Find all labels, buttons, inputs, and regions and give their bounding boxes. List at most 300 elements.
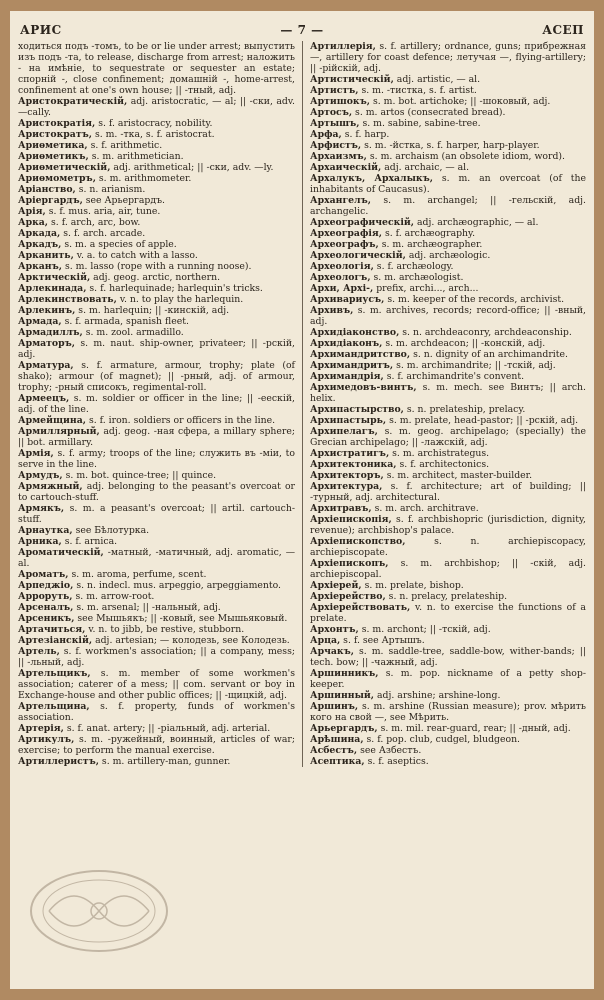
entry-definition: s. m. -йстка, s. f. harper, harp-player. <box>364 140 540 151</box>
entry-definition: s. m. arsenal; || -нальный, adj. <box>76 602 221 613</box>
dictionary-entry <box>18 173 295 184</box>
entry-headword: Ариѳмометръ, <box>18 173 96 184</box>
entry-definition: s. m. arch. architrave. <box>374 503 479 514</box>
entry-headword: Артосъ, <box>310 107 353 118</box>
dictionary-entry <box>310 140 586 151</box>
entry-definition: s. m. archdeacon; || -конскій, adj. <box>385 338 546 349</box>
entry-definition: s. m. -ружейный, воинный, articles of war; exercise; to perform the manual exercise. <box>18 734 295 756</box>
entry-headword: Архивариусъ, <box>310 294 385 305</box>
entry-headword: Арроруть, <box>18 591 73 602</box>
dictionary-entry <box>310 173 586 195</box>
entry-definition: s. m. -тистка, s. f. artist. <box>361 85 477 96</box>
entry-definition: s. m. archistrategus. <box>392 448 490 459</box>
entry-definition: adj. artesian; — колодезь, see Колодезь. <box>95 635 290 646</box>
entry-headword: Архимандрія, <box>310 371 384 382</box>
dictionary-entry <box>310 129 586 140</box>
page-number: — 7 — <box>280 23 324 37</box>
entry-definition: s. f. workmen's association; || a company, mess; || -льный, adj. <box>18 646 295 668</box>
dictionary-entry <box>310 624 586 635</box>
entry-headword: Архаизмъ, <box>310 151 367 162</box>
dictionary-entry <box>18 580 295 591</box>
dictionary-entry <box>18 723 295 734</box>
entry-headword: Архіепископія, <box>310 514 392 525</box>
entry-headword: Архивъ, <box>310 305 354 316</box>
entry-definition: v. n. to exercise the functions of a prelate. <box>310 602 586 624</box>
entry-definition: adj. arshine; arshine-long. <box>377 690 501 701</box>
entry-definition: s. m. soldier or officer in the line; || -еескій, adj. of the line. <box>18 393 295 415</box>
entry-headword: Артель, <box>18 646 60 657</box>
entry-definition: s. m. architect, master-builder. <box>386 470 533 481</box>
entry-headword: Арсеналъ, <box>18 602 74 613</box>
entry-headword: Артиллеристъ, <box>18 756 99 767</box>
entry-definition: adj. geog. arctic, northern. <box>93 272 221 283</box>
entry-definition: s. m. prelate, head-pastor; || -рскій, adj. <box>389 415 579 426</box>
entry-headword: Армадиллъ, <box>18 327 83 338</box>
entry-headword: Арканъ, <box>18 261 62 272</box>
entry-definition: prefix, archi..., arch... <box>376 283 479 294</box>
entry-definition: s. m. arithmetician. <box>91 151 184 162</box>
entry-headword: Ароматическій, <box>18 547 104 558</box>
dictionary-entry <box>310 602 586 624</box>
dictionary-entry <box>310 41 586 74</box>
dictionary-entry <box>310 382 586 404</box>
dictionary-entry <box>310 580 586 591</box>
dictionary-entry <box>310 558 586 580</box>
entry-definition: s. n. archiepiscopacy, archiepiscopate. <box>310 536 586 558</box>
dictionary-entry <box>18 646 295 668</box>
entry-headword: Арлекинъ, <box>18 305 76 316</box>
entry-definition: s. f. see Артышъ. <box>343 635 425 646</box>
entry-definition: see Бѣлотурка. <box>75 525 150 536</box>
dictionary-entry <box>310 371 586 382</box>
entry-headword: Археологія, <box>310 261 374 272</box>
dictionary-entry <box>18 96 295 118</box>
entry-headword: Архитекторъ, <box>310 470 384 481</box>
entry-headword: Арнаутка, <box>18 525 73 536</box>
dictionary-entry <box>18 668 295 701</box>
entry-definition: s. f. architectonics. <box>399 459 490 470</box>
dictionary-entry <box>310 85 586 96</box>
entry-headword: Архидіаконъ, <box>310 338 383 349</box>
entry-headword: Артистъ, <box>310 85 359 96</box>
dictionary-entry <box>310 415 586 426</box>
dictionary-entry <box>310 294 586 305</box>
entry-definition: s. m. bot. artichoke; || -шоковый, adj. <box>372 96 551 107</box>
entry-headword: Архонтъ, <box>310 624 359 635</box>
entry-definition: s. n. dignity of an archimandrite. <box>413 349 568 360</box>
dictionary-entry <box>18 261 295 272</box>
dictionary-entry <box>18 481 295 503</box>
entry-definition: see Азбестъ. <box>360 745 422 756</box>
entry-headword: Асептика, <box>310 756 365 767</box>
dictionary-entry <box>18 151 295 162</box>
dictionary-entry <box>18 448 295 470</box>
entry-definition: s. m. archangel; || -гельскій, adj. archangelic. <box>310 195 586 217</box>
entry-headword: Архипастырство, <box>310 404 404 415</box>
entry-headword: Архалукъ, Архалыкъ, <box>310 173 433 184</box>
entry-definition: s. m. archæographer. <box>381 239 483 250</box>
entry-headword: Арца, <box>310 635 341 646</box>
entry-definition: s. m. artillery-man, gunner. <box>101 756 231 767</box>
entry-definition: s. m. aroma, perfume, scent. <box>71 569 207 580</box>
entry-headword: Артерія, <box>18 723 64 734</box>
dictionary-entry <box>310 239 586 250</box>
entry-definition: s. f. pop. club, cudgel, bludgeon. <box>366 734 521 745</box>
dictionary-entry <box>310 118 586 129</box>
right-column <box>302 41 586 767</box>
entry-definition: s. m. sabine, sabine-tree. <box>362 118 481 129</box>
entry-headword: Армада, <box>18 316 62 327</box>
entry-definition: s. f. harp. <box>344 129 390 140</box>
dictionary-entry <box>310 96 586 107</box>
entry-headword: Архитравъ, <box>310 503 372 514</box>
dictionary-entry <box>310 690 586 701</box>
entry-headword: Артистическій, <box>310 74 394 85</box>
entry-definition: s. m. pop. nickname of a petty shop-keeper. <box>310 668 586 690</box>
entry-headword: Арпеджіо, <box>18 580 74 591</box>
entry-definition: s. m. -тка, s. f. aristocrat. <box>94 129 215 140</box>
dictionary-entry <box>310 448 586 459</box>
entry-definition: s. f. armature, armour, trophy; plate (of shako); armour (of magnet); || -рный, adj. of armour, trophy; -рный списокъ, regimental-roll. <box>18 360 295 393</box>
dictionary-entry <box>18 415 295 426</box>
entry-definition: adj. belonging to the peasant's overcoat or to cartouch-stuff. <box>18 481 295 503</box>
entry-definition: s. f. mus. aria, air, tune. <box>48 206 161 217</box>
dictionary-entry <box>18 536 295 547</box>
entry-headword: Аристократія, <box>18 118 96 129</box>
entry-headword: Армеецъ, <box>18 393 70 404</box>
entry-headword: Арматоръ, <box>18 338 76 349</box>
entry-headword: Аршинный, <box>310 690 375 701</box>
entry-definition: -матный, -матичный, adj. aromatic, — al. <box>18 547 295 569</box>
dictionary-entry <box>18 195 295 206</box>
dictionary-entry <box>18 140 295 151</box>
entry-headword: Архимандритъ, <box>310 360 394 371</box>
entry-headword: Аркадъ, <box>18 239 62 250</box>
entry-headword: Армиллярный, <box>18 426 100 437</box>
dictionary-entry <box>18 272 295 283</box>
dictionary-entry <box>310 459 586 470</box>
entry-definition: adj. artistic, — al. <box>396 74 481 85</box>
entry-definition: s. m. an overcoat (of the inhabitants of Caucasus). <box>310 173 586 195</box>
dictionary-entry <box>310 635 586 646</box>
entry-definition: s. f. arch. arcade. <box>63 228 146 239</box>
entry-definition: s. m. mil. rear-guard, rear; || -дный, adj. <box>380 723 571 734</box>
entry-headword: Артачиться, <box>18 624 86 635</box>
entry-headword: Асбестъ, <box>310 745 358 756</box>
entry-definition: ходиться подъ -томъ, to be or lie under arrest; выпустить изъ подъ -та, to release, discharge from arrest; наложить - на имѣніе, to sequestrate or sequester an estate; спорній -, close confinement; домашній -, home-arrest, confinement at one's own house; || -тный, adj. <box>18 41 295 96</box>
entry-headword: Архимандритство, <box>310 349 411 360</box>
entry-headword: Архипелагъ, <box>310 426 378 437</box>
entry-headword: Аркада, <box>18 228 61 239</box>
entry-headword: Армудъ, <box>18 470 63 481</box>
entry-headword: Ариѳметика, <box>18 140 88 151</box>
entry-headword: Арьергардъ, <box>310 723 378 734</box>
entry-headword: Аршинъ, <box>310 701 359 712</box>
dictionary-entry <box>18 569 295 580</box>
entry-definition: s. m. archbishop; || -скій, adj. archiepiscopal. <box>310 558 586 580</box>
entry-headword: Арлекинада, <box>18 283 87 294</box>
dictionary-entry <box>310 723 586 734</box>
entry-definition: s. f. archimandrite's convent. <box>386 371 525 382</box>
dictionary-entry <box>18 470 295 481</box>
dictionary-entry <box>310 195 586 217</box>
dictionary-entry <box>18 118 295 129</box>
dictionary-entry <box>18 129 295 140</box>
entry-headword: Арлекинствовать, <box>18 294 117 305</box>
entry-definition: s. m. artos (consecrated bread). <box>355 107 506 118</box>
dictionary-entry <box>310 228 586 239</box>
dictionary-entry <box>18 316 295 327</box>
entry-headword: Аршинникъ, <box>310 668 379 679</box>
entry-definition: adj. archæologic. <box>408 250 491 261</box>
dictionary-entry <box>310 503 586 514</box>
dictionary-entry <box>18 327 295 338</box>
entry-definition: s. n. prelacy, prelateship. <box>388 591 508 602</box>
entry-headword: Археологическій, <box>310 250 406 261</box>
entry-definition: s. n. archdeaconry, archdeaconship. <box>402 327 572 338</box>
dictionary-entry <box>310 250 586 261</box>
entry-headword: Архипастырь, <box>310 415 387 426</box>
dictionary-entry <box>18 239 295 250</box>
entry-definition: s. m. keeper of the records, archivist. <box>387 294 565 305</box>
entry-definition: s. f. architecture; art of building; || -турный, adj. architectural. <box>310 481 586 503</box>
dictionary-entry <box>310 481 586 503</box>
dictionary-entry <box>310 74 586 85</box>
entry-definition: adj. geog. -ная сфера, a millary sphere; || bot. armillary. <box>18 426 295 448</box>
entry-headword: Архистратигъ, <box>310 448 390 459</box>
entry-headword: Аристократъ, <box>18 129 92 140</box>
entry-definition: s. f. artillery; ordnance, guns; прибрежная —, artillery for coast defence; летучая —, flying-artillery; || -рійскій, adj. <box>310 41 586 74</box>
entry-headword: Арматура, <box>18 360 74 371</box>
entry-definition: s. n. indecl. mus. arpeggio, arpeggiamento. <box>76 580 282 591</box>
entry-definition: s. f. archbishopric (jurisdiction, dignity, revenue); archbishop's palace. <box>310 514 586 536</box>
dictionary-entry <box>18 525 295 536</box>
dictionary-entry <box>18 503 295 525</box>
entry-headword: Аристократическій, <box>18 96 128 107</box>
entry-headword: Архіепископство, <box>310 536 406 547</box>
entry-headword: Археологъ, <box>310 272 371 283</box>
entry-definition: s. f. iron. soldiers or officers in the line. <box>88 415 276 426</box>
entry-definition: adj. aristocratic, — al; || -ски, adv. —cally. <box>18 96 295 118</box>
dictionary-entry <box>310 470 586 481</box>
entry-headword: Архангелъ, <box>310 195 371 206</box>
entry-definition: s. f. army; troops of the line; служить въ -міи, to serve in the line. <box>18 448 295 470</box>
entry-definition: s. m. member of some workmen's association; caterer of a mess; || com. servant or boy in Exchange-house and other public offices; || -щицкій, adj. <box>18 668 295 701</box>
dictionary-entry <box>18 283 295 294</box>
running-header <box>18 19 586 39</box>
entry-definition: s. m. bot. quince-tree; || quince. <box>65 470 217 481</box>
entry-headword: Артельщикъ, <box>18 668 91 679</box>
entry-headword: Архидіаконство, <box>310 327 400 338</box>
dictionary-entry <box>310 426 586 448</box>
entry-definition: s. m. harlequin; || -кинскій, adj. <box>78 305 230 316</box>
dictionary-entry <box>310 536 586 558</box>
entry-headword: Архіепископъ, <box>310 558 389 569</box>
entry-headword: Архимедовъ-винтъ, <box>310 382 417 393</box>
dictionary-entry <box>310 338 586 349</box>
entry-headword: Археографическій, <box>310 217 414 228</box>
dictionary-entry <box>18 206 295 217</box>
entry-headword: Архитектоника, <box>310 459 397 470</box>
dictionary-entry <box>310 646 586 668</box>
entry-headword: Аріанство, <box>18 184 76 195</box>
dictionary-entry <box>310 349 586 360</box>
dictionary-entry <box>310 591 586 602</box>
entry-definition: s. f. arch, arc, bow. <box>51 217 141 228</box>
dictionary-entry <box>310 107 586 118</box>
entry-headword: Архитектура, <box>310 481 383 492</box>
dictionary-entry <box>18 701 295 723</box>
dictionary-entry <box>310 668 586 690</box>
entry-definition: s. f. anat. artery; || -ріальный, adj. arterial. <box>66 723 271 734</box>
entry-definition: v. a. to catch with a lasso. <box>76 250 198 261</box>
entry-headword: Ариѳметическій, <box>18 162 111 173</box>
entry-headword: Армякъ, <box>18 503 65 514</box>
entry-definition: s. m. archaism (an obsolete idiom, word). <box>369 151 565 162</box>
entry-definition: s. m. mech. see Винтъ; || arch. helix. <box>310 382 586 404</box>
library-stamp-ornament <box>24 861 174 961</box>
entry-definition: s. f. aristocracy, nobility. <box>98 118 213 129</box>
entry-definition: s. f. archæography. <box>384 228 476 239</box>
entry-headword: Архіерейство, <box>310 591 386 602</box>
dictionary-page <box>10 11 594 989</box>
entry-headword: Артышъ, <box>310 118 360 129</box>
dictionary-entry <box>310 756 586 767</box>
dictionary-entry <box>18 602 295 613</box>
entry-headword: Арника, <box>18 536 62 547</box>
dictionary-entry <box>310 162 586 173</box>
entry-definition: see Мышьякъ; || -ковый, see Мышьяковый. <box>77 613 288 624</box>
entry-headword: Артиллерія, <box>310 41 376 52</box>
entry-definition: see Арьергардъ. <box>85 195 165 206</box>
entry-headword: Армія, <box>18 448 54 459</box>
dictionary-entry <box>310 217 586 228</box>
dictionary-entry <box>18 162 295 173</box>
left-column <box>18 41 302 767</box>
entry-headword: Археографія, <box>310 228 382 239</box>
dictionary-entry <box>310 734 586 745</box>
entry-definition: s. m. a peasant's overcoat; || artil. cartouch-stuff. <box>18 503 295 525</box>
dictionary-entry <box>310 305 586 327</box>
entry-definition: s. f. archæology. <box>376 261 454 272</box>
dictionary-entry <box>310 151 586 162</box>
entry-definition: s. m. archont; || -тскій, adj. <box>361 624 491 635</box>
entry-definition: s. m. geog. archipelago; (specially) the Grecian archipelago; || -лажскій, adj. <box>310 426 586 448</box>
entry-headword: Арія, <box>18 206 46 217</box>
entry-definition: s. m. lasso (rope with a running noose). <box>64 261 252 272</box>
dictionary-entry <box>18 426 295 448</box>
dictionary-entry <box>310 272 586 283</box>
entry-headword: Арсеникъ, <box>18 613 75 624</box>
entry-definition: s. m. archæologist. <box>373 272 464 283</box>
entry-headword: Артезіанскій, <box>18 635 93 646</box>
dictionary-entry <box>310 514 586 536</box>
entry-definition: s. f. property, funds of workmen's association. <box>18 701 295 723</box>
entry-definition: s. f. arnica. <box>64 536 118 547</box>
entry-definition: adj. arithmetical; || -ски, adv. —ly. <box>113 162 274 173</box>
entry-definition: s. m. naut. ship-owner, privateer; || -рскій, adj. <box>18 338 295 360</box>
entry-definition: s. m. saddle-tree, saddle-bow, wither-bands; || tech. bow; || -чажный, adj. <box>310 646 586 668</box>
dictionary-entry <box>18 591 295 602</box>
dictionary-entry <box>18 393 295 415</box>
entry-definition: s. f. harlequinade; harlequin's tricks. <box>89 283 263 294</box>
entry-headword: Арѣшина, <box>310 734 364 745</box>
dictionary-entry <box>18 217 295 228</box>
dictionary-entry <box>18 305 295 316</box>
dictionary-entry <box>310 283 586 294</box>
text-columns <box>18 41 586 767</box>
entry-headword: Архіерействовать, <box>310 602 411 613</box>
entry-definition: s. m. prelate, bishop. <box>364 580 464 591</box>
entry-definition: s. m. zool. armadillo. <box>85 327 184 338</box>
dictionary-entry <box>18 624 295 635</box>
entry-definition: s. m. a species of apple. <box>64 239 177 250</box>
dictionary-entry <box>310 327 586 338</box>
entry-headword: Ариѳметикъ, <box>18 151 89 162</box>
entry-definition: s. n. prelateship, prelacy. <box>406 404 526 415</box>
entry-headword: Аріергардъ, <box>18 195 83 206</box>
entry-definition: s. m. arrow-root. <box>75 591 155 602</box>
entry-headword: Артишокъ, <box>310 96 371 107</box>
entry-definition: s. m. arithmometer. <box>98 173 192 184</box>
entry-definition: adj. archaic, — al. <box>384 162 470 173</box>
entry-definition: s. m. archives, records; record-office; || -вный, adj. <box>310 305 586 327</box>
entry-headword: Археографъ, <box>310 239 379 250</box>
dictionary-entry <box>18 734 295 756</box>
dictionary-entry <box>310 404 586 415</box>
dictionary-entry <box>18 338 295 360</box>
entry-definition: s. m. archimandrite; || -тскій, adj. <box>396 360 556 371</box>
entry-definition: s. n. arianism. <box>78 184 146 195</box>
entry-headword: Ароматъ, <box>18 569 69 580</box>
dictionary-entry <box>310 360 586 371</box>
header-left-guideword: АРИС <box>20 23 62 37</box>
entry-headword: Арфа, <box>310 129 342 140</box>
entry-headword: Арканить, <box>18 250 74 261</box>
entry-definition: v. n. to play the harlequin. <box>119 294 244 305</box>
dictionary-entry <box>310 745 586 756</box>
dictionary-entry <box>18 184 295 195</box>
dictionary-entry <box>18 635 295 646</box>
entry-headword: Артикулъ, <box>18 734 75 745</box>
dictionary-entry <box>18 294 295 305</box>
dictionary-entry <box>18 756 295 767</box>
entry-headword: Архаическій, <box>310 162 382 173</box>
entry-headword: Арфистъ, <box>310 140 362 151</box>
entry-headword: Армейщина, <box>18 415 86 426</box>
entry-headword: Арчакъ, <box>310 646 354 657</box>
dictionary-entry <box>18 228 295 239</box>
entry-definition: s. f. aseptics. <box>367 756 429 767</box>
dictionary-entry <box>310 701 586 723</box>
entry-headword: Армяжный, <box>18 481 83 492</box>
entry-definition: s. f. armada, spanish fleet. <box>64 316 189 327</box>
entry-definition: v. n. to jibb, be restive, stubborn. <box>88 624 245 635</box>
entry-headword: Арка, <box>18 217 49 228</box>
entry-headword: Артельщина, <box>18 701 90 712</box>
entry-definition: adj. archæographic, — al. <box>416 217 539 228</box>
entry-definition: s. f. arithmetic. <box>90 140 163 151</box>
entry-headword: Арктическій, <box>18 272 91 283</box>
dictionary-entry <box>310 261 586 272</box>
entry-definition: s. m. arshine (Russian measure); prov. мѣрить кого на свой —, see Мѣрить. <box>310 701 586 723</box>
dictionary-entry <box>18 250 295 261</box>
dictionary-entry <box>18 613 295 624</box>
header-right-guideword: АСЕП <box>542 23 584 37</box>
entry-headword: Архи, Архі-, <box>310 283 374 294</box>
dictionary-entry <box>18 360 295 393</box>
entry-headword: Архіерей, <box>310 580 362 591</box>
